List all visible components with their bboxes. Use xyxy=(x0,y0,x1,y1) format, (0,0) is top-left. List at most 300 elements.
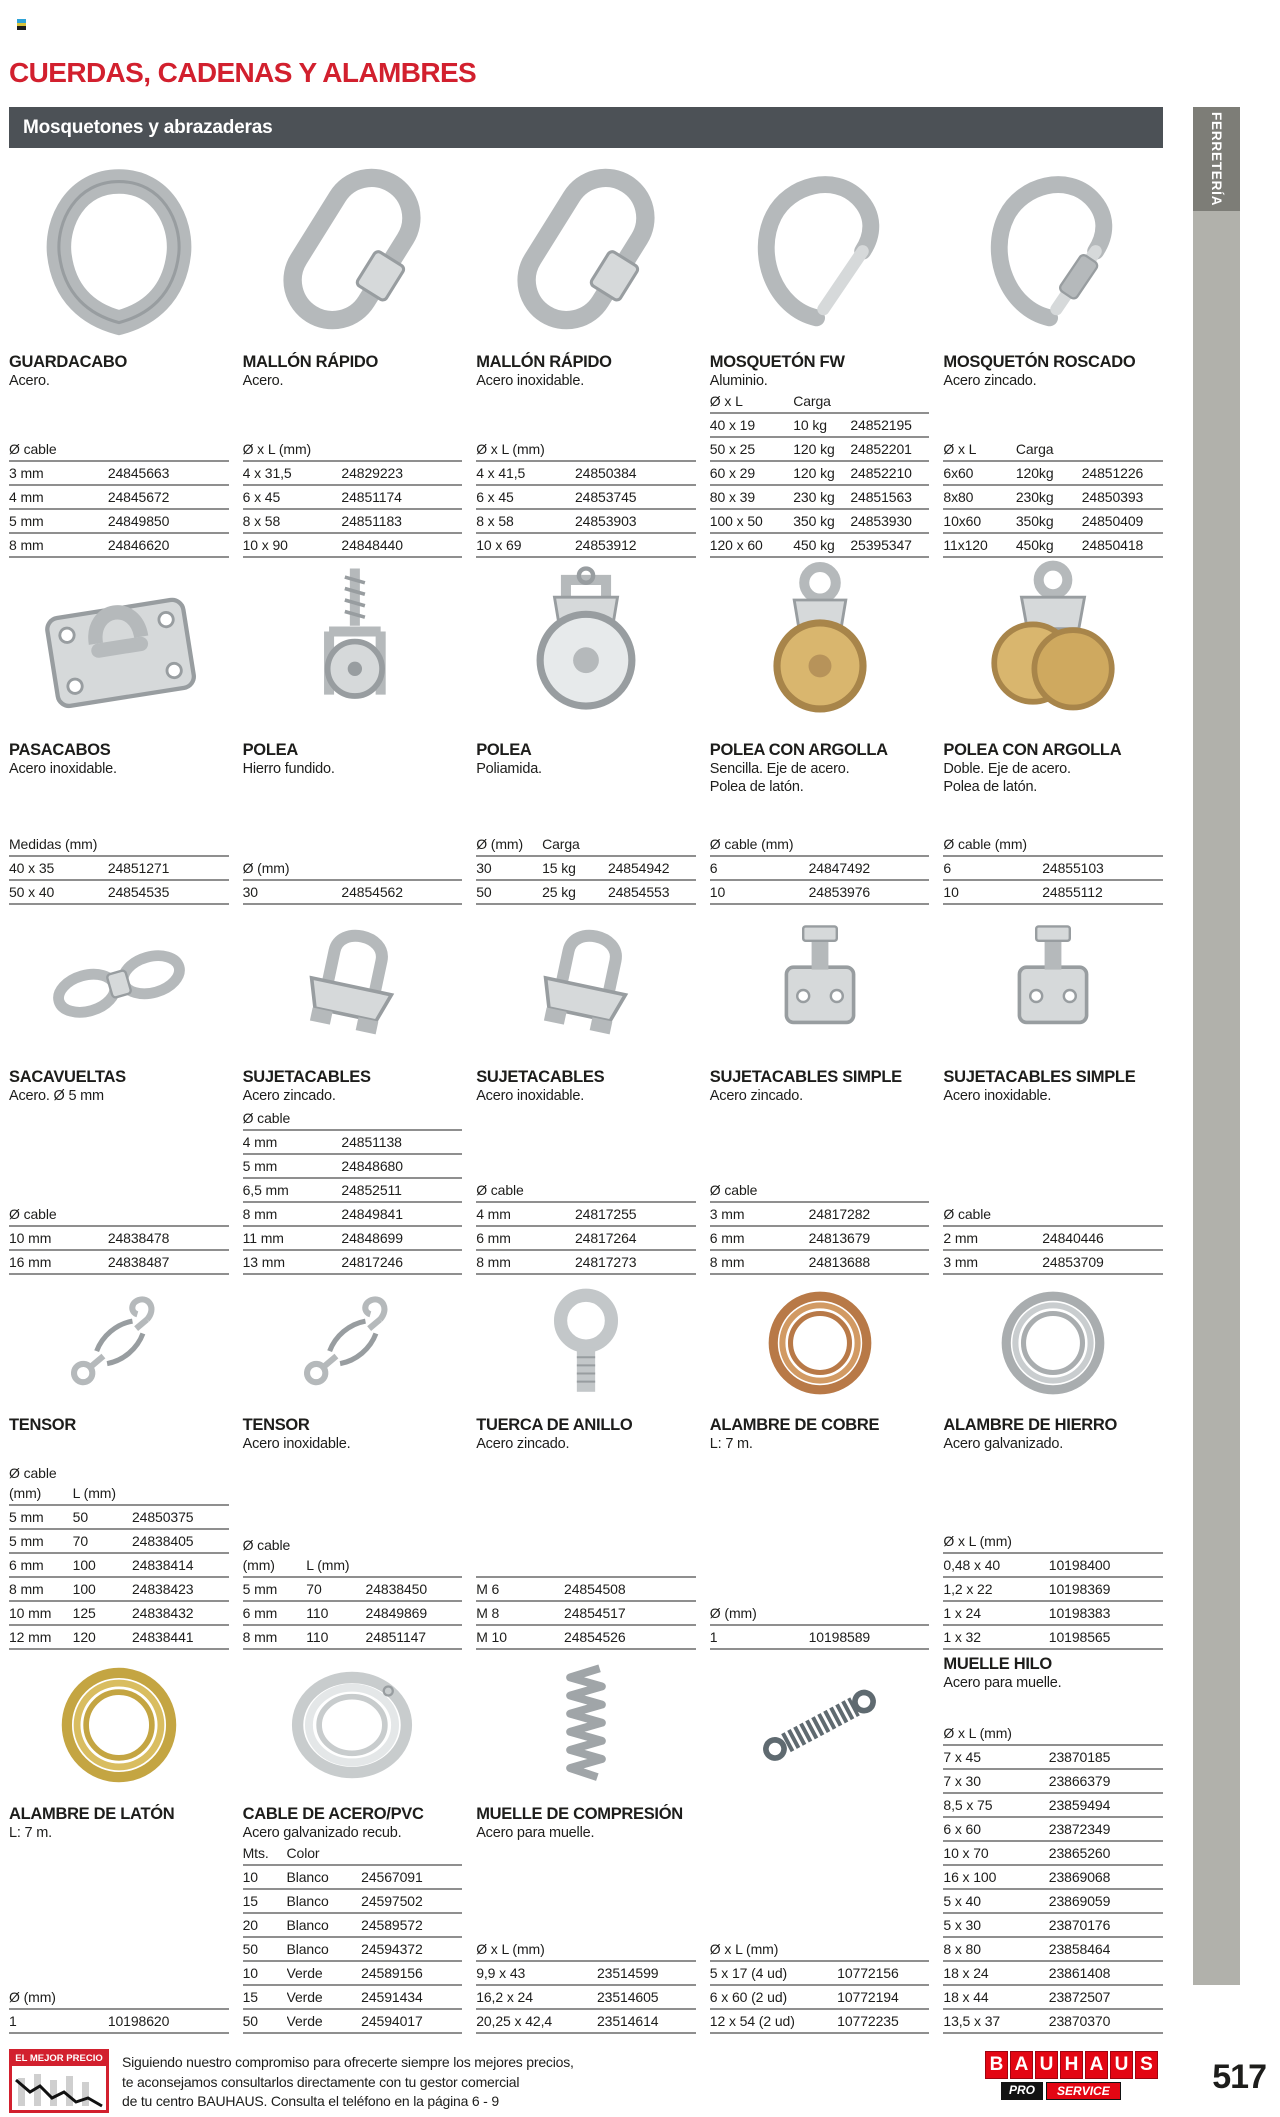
table-header-row xyxy=(9,833,229,857)
article-code: 10198589 xyxy=(808,1629,871,1645)
article-code: 23859494 xyxy=(1048,1797,1111,1813)
product-subtitle: Acero. Ø 5 mm xyxy=(9,1088,104,1104)
product-subtitle: Acero inoxidable. xyxy=(242,1436,351,1452)
table-header-cell: Medidas (mm) xyxy=(9,836,98,852)
article-code: 24567091 xyxy=(361,1869,423,1885)
article-code: 24838441 xyxy=(131,1629,194,1645)
table-row xyxy=(943,2010,1163,2034)
size-value: 5 x 40 xyxy=(943,1893,981,1909)
table-header-cell: Ø cable xyxy=(476,1182,524,1198)
table-row xyxy=(943,510,1163,534)
article-code: 24817273 xyxy=(575,1254,637,1270)
table-row xyxy=(943,1938,1163,1962)
product-card xyxy=(9,1275,229,1650)
size-value: 4 x 31,5 xyxy=(242,465,292,481)
size-value: 16 x 100 xyxy=(943,1869,997,1885)
table-header-cell: Ø x L xyxy=(943,441,977,457)
article-code: 23514599 xyxy=(596,1965,659,1981)
table-row xyxy=(476,1227,696,1251)
table-header-cell: (mm) xyxy=(242,1557,275,1573)
article-code: 24838450 xyxy=(365,1581,428,1597)
size-value: 120 kg xyxy=(793,441,835,457)
size-value: Blanco xyxy=(286,1941,329,1957)
size-value: 8 mm xyxy=(476,1254,511,1270)
product-table xyxy=(476,833,696,905)
article-code: 10198400 xyxy=(1048,1557,1111,1573)
size-value: 4 mm xyxy=(476,1206,511,1222)
size-value: 10 x 69 xyxy=(476,537,522,553)
product-name: POLEA CON ARGOLLA xyxy=(943,741,1122,759)
product-name: CABLE DE ACERO/PVC xyxy=(242,1805,424,1823)
product-row xyxy=(9,150,1163,553)
size-value: 5 mm xyxy=(9,1509,44,1525)
table-row xyxy=(243,1602,463,1626)
size-value: 5 mm xyxy=(242,1581,278,1597)
article-code: 24849850 xyxy=(107,513,170,529)
product-card xyxy=(943,150,1163,558)
size-value: 80 x 39 xyxy=(709,489,756,505)
table-row xyxy=(9,1227,229,1251)
product-name: TENSOR xyxy=(9,1416,76,1434)
product-subtitle: Hierro fundido. xyxy=(242,761,335,777)
article-code: 10198369 xyxy=(1048,1581,1111,1597)
product-card xyxy=(243,1650,463,2034)
product-card xyxy=(476,1650,696,2034)
product-name: TUERCA DE ANILLO xyxy=(476,1416,633,1434)
table-header-cell: Ø x L xyxy=(709,393,743,409)
table-header-cell: Color xyxy=(286,1845,320,1861)
size-value: 4 mm xyxy=(9,489,44,505)
article-code: 24849869 xyxy=(365,1605,428,1621)
table-header-cell: Ø cable xyxy=(9,441,57,457)
product-name: ALAMBRE DE LATÓN xyxy=(9,1805,175,1823)
size-value: 7 x 45 xyxy=(943,1749,981,1765)
table-row xyxy=(243,1914,463,1938)
table-row xyxy=(943,1770,1163,1794)
article-code: 24851226 xyxy=(1081,465,1144,481)
size-value: 125 xyxy=(72,1605,96,1621)
table-header-cell: Ø cable xyxy=(943,1206,991,1222)
article-code: 10772156 xyxy=(837,1965,899,1981)
table-row xyxy=(9,462,229,486)
table-header-cell: Ø x L (mm) xyxy=(709,1941,779,1957)
product-table xyxy=(943,438,1163,558)
article-code: 24850375 xyxy=(131,1509,194,1525)
article-code: 25395347 xyxy=(850,537,912,553)
article-code: 24817255 xyxy=(575,1206,637,1222)
table-row xyxy=(476,510,696,534)
brand-letter: A xyxy=(1085,2051,1108,2079)
table-header-row xyxy=(710,1938,930,1962)
product-card xyxy=(9,905,229,1275)
product-table xyxy=(476,1576,696,1650)
article-code: 24847492 xyxy=(808,860,871,876)
article-code: 24851147 xyxy=(365,1629,426,1645)
product-table xyxy=(710,1179,930,1275)
product-subtitle: Acero inoxidable. xyxy=(9,761,117,777)
product-photo-pulley-double xyxy=(943,550,1163,736)
table-row xyxy=(476,2010,696,2034)
article-code: 10772235 xyxy=(837,2013,899,2029)
article-code: 23869059 xyxy=(1048,1893,1111,1909)
product-photo-simple-clip xyxy=(943,905,1163,1063)
product-card xyxy=(476,1275,696,1650)
table-row xyxy=(943,1818,1163,1842)
product-table xyxy=(710,390,930,558)
article-code: 24838487 xyxy=(107,1254,170,1270)
article-code: 24851138 xyxy=(341,1134,402,1150)
size-value: 5 x 17 (4 ud) xyxy=(709,1965,788,1981)
table-row xyxy=(710,1251,930,1275)
table-header-row xyxy=(9,1482,229,1506)
article-code: 24594017 xyxy=(361,2013,423,2029)
table-row xyxy=(710,438,930,462)
article-code: 24849841 xyxy=(341,1206,403,1222)
table-header-cell: Ø cable (mm) xyxy=(709,836,794,852)
product-card xyxy=(9,550,229,905)
size-value: 1 xyxy=(9,2013,17,2029)
product-card xyxy=(243,550,463,905)
article-code: 23861408 xyxy=(1048,1965,1111,1981)
article-code: 24829223 xyxy=(341,465,403,481)
product-name: SUJETACABLES SIMPLE xyxy=(709,1068,902,1086)
table-header-row xyxy=(243,438,463,462)
table-row xyxy=(243,881,463,905)
article-code: 24589156 xyxy=(361,1965,423,1981)
table-row xyxy=(243,1962,463,1986)
product-name: POLEA xyxy=(476,741,532,759)
product-photo-turnbuckle xyxy=(9,1275,229,1411)
article-code: 24838432 xyxy=(131,1605,194,1621)
size-value: 100 xyxy=(72,1581,96,1597)
product-photo-thimble xyxy=(9,150,229,348)
table-header-cell: Ø cable xyxy=(9,1206,57,1222)
size-value: 15 xyxy=(242,1893,258,1909)
size-value: 6 x 60 (2 ud) xyxy=(709,1989,788,2005)
table-row xyxy=(9,510,229,534)
footer-note-line: de tu centro BAUHAUS. Consulta el teléfono en la página 6 - 9 xyxy=(122,2093,499,2109)
size-value: 8 x 58 xyxy=(476,513,514,529)
product-subtitle: Acero zincado. xyxy=(943,373,1037,389)
size-value: 40 x 19 xyxy=(709,417,756,433)
table-row xyxy=(710,510,930,534)
size-value: 10 mm xyxy=(9,1605,52,1621)
size-value: 350 kg xyxy=(793,513,835,529)
product-subtitle: Sencilla. Eje de acero. xyxy=(709,761,850,777)
size-value: 6 x 60 xyxy=(943,1821,981,1837)
table-header-cell: Ø (mm) xyxy=(476,836,524,852)
product-name: MOSQUETÓN ROSCADO xyxy=(943,353,1136,371)
size-value: 15 xyxy=(242,1989,258,2005)
product-row xyxy=(9,1275,1163,1650)
size-value: 9,9 x 43 xyxy=(476,1965,526,1981)
table-row xyxy=(243,1938,463,1962)
product-table xyxy=(243,438,463,558)
table-row xyxy=(943,857,1163,881)
service-label: SERVICE xyxy=(1046,2082,1121,2100)
product-card xyxy=(243,150,463,558)
size-value: 20,25 x 42,4 xyxy=(476,2013,553,2029)
table-header-row xyxy=(476,833,696,857)
article-code: 24846620 xyxy=(107,537,170,553)
size-value: 5 mm xyxy=(9,513,44,529)
product-name: ALAMBRE DE HIERRO xyxy=(943,1416,1118,1434)
section-banner-label: Mosquetones y abrazaderas xyxy=(23,116,273,138)
product-card xyxy=(943,1275,1163,1650)
size-value: 110 xyxy=(306,1605,329,1621)
article-code: 24850418 xyxy=(1081,537,1144,553)
article-code: 24851174 xyxy=(341,489,402,505)
table-row xyxy=(476,881,696,905)
size-value: 6 mm xyxy=(9,1557,44,1573)
best-price-badge-title: EL MEJOR PRECIO xyxy=(12,2052,106,2066)
size-value: 10 x 90 xyxy=(242,537,288,553)
size-value: 8 mm xyxy=(242,1206,278,1222)
size-value: 18 x 44 xyxy=(943,1989,989,2005)
size-value: 50 xyxy=(476,884,492,900)
article-code: 24838414 xyxy=(131,1557,194,1573)
table-row xyxy=(476,1203,696,1227)
size-value: 3 mm xyxy=(709,1206,745,1222)
table-header-row xyxy=(243,1842,463,1866)
product-photo-simple-clip xyxy=(710,905,930,1063)
table-row xyxy=(243,486,463,510)
size-value: M 6 xyxy=(476,1581,500,1597)
table-header-row xyxy=(9,1986,229,2010)
product-card xyxy=(476,550,696,905)
table-row xyxy=(943,1794,1163,1818)
product-subtitle: Poliamida. xyxy=(476,761,542,777)
product-photo-screw-pulley xyxy=(243,550,463,736)
size-value: 450kg xyxy=(1015,537,1054,553)
size-value: 50 xyxy=(242,1941,258,1957)
size-value: 10 xyxy=(242,1869,258,1885)
size-value: 4 x 41,5 xyxy=(476,465,526,481)
product-card xyxy=(710,1650,930,2034)
table-header-row xyxy=(476,1179,696,1203)
product-photo-quicklink xyxy=(476,150,696,348)
table-row xyxy=(476,1602,696,1626)
size-value: 8 x 58 xyxy=(242,513,281,529)
article-code: 24853976 xyxy=(808,884,871,900)
article-code: 24854526 xyxy=(564,1629,626,1645)
size-value: 120 x 60 xyxy=(709,537,763,553)
size-value: 10 mm xyxy=(9,1230,52,1246)
article-code: 23872349 xyxy=(1048,1821,1111,1837)
product-card xyxy=(943,550,1163,905)
product-table xyxy=(9,833,229,905)
article-code: 24853912 xyxy=(575,537,637,553)
product-subtitle: Doble. Eje de acero. xyxy=(943,761,1071,777)
table-row xyxy=(943,1251,1163,1275)
product-card xyxy=(710,150,930,558)
price-trend-chart-icon xyxy=(12,2066,106,2108)
size-value: 40 x 35 xyxy=(9,860,55,876)
product-table xyxy=(943,1530,1163,1650)
product-subtitle: Acero galvanizado. xyxy=(943,1436,1064,1452)
size-value: 50 x 40 xyxy=(9,884,55,900)
table-row xyxy=(710,857,930,881)
table-header-row xyxy=(710,1602,930,1626)
article-code: 24855112 xyxy=(1042,884,1103,900)
size-value: Blanco xyxy=(286,1869,329,1885)
size-value: 8 mm xyxy=(9,537,44,553)
article-code: 23858464 xyxy=(1048,1941,1111,1957)
article-code: 24597502 xyxy=(361,1893,423,1909)
product-photo-carabiner-screw xyxy=(943,150,1163,348)
table-row xyxy=(943,1914,1163,1938)
size-value: 8,5 x 75 xyxy=(943,1797,993,1813)
product-card xyxy=(476,150,696,558)
product-card xyxy=(710,905,930,1275)
table-header-row xyxy=(476,1938,696,1962)
article-code: 24854553 xyxy=(607,884,670,900)
article-code: 24850384 xyxy=(575,465,637,481)
article-code: 24851563 xyxy=(850,489,912,505)
side-tab-label: FERRETERÍA xyxy=(1209,111,1224,207)
table-header-cell: Carga xyxy=(542,836,580,852)
article-code: 23514614 xyxy=(596,2013,659,2029)
table-row xyxy=(943,1227,1163,1251)
size-value: 13 mm xyxy=(242,1254,285,1270)
product-subtitle: Aluminio. xyxy=(709,373,768,389)
table-header-cell: L (mm) xyxy=(306,1557,350,1573)
product-photo-wire-rope-clip xyxy=(476,905,696,1063)
footer-note-line: te aconsejamos consultarlos directamente con tu gestor comercial xyxy=(122,2073,520,2090)
product-name: SUJETACABLES xyxy=(242,1068,371,1086)
table-row xyxy=(943,1866,1163,1890)
article-code: 23870176 xyxy=(1048,1917,1111,1933)
product-name: POLEA CON ARGOLLA xyxy=(709,741,888,759)
table-row xyxy=(243,1578,463,1602)
table-header-cell: (mm) xyxy=(9,1485,42,1501)
product-name: MALLÓN RÁPIDO xyxy=(476,353,612,371)
product-row xyxy=(9,905,1163,1275)
table-row xyxy=(243,1203,463,1227)
size-value: 5 mm xyxy=(9,1533,44,1549)
article-code: 10198620 xyxy=(107,2013,170,2029)
product-card xyxy=(9,1650,229,2034)
article-code: 24838478 xyxy=(107,1230,170,1246)
table-row xyxy=(710,1962,930,1986)
table-row xyxy=(9,1602,229,1626)
table-row xyxy=(710,486,930,510)
size-value: M 8 xyxy=(476,1605,500,1621)
product-photo-eye-nut xyxy=(476,1275,696,1411)
table-row xyxy=(9,1530,229,1554)
size-value: 50 x 25 xyxy=(709,441,756,457)
product-card xyxy=(710,550,930,905)
size-value: 50 xyxy=(72,1509,89,1525)
product-name: TENSOR xyxy=(242,1416,310,1434)
size-value: 8x80 xyxy=(943,489,974,505)
product-card xyxy=(243,1275,463,1650)
size-value: 30 xyxy=(242,884,258,900)
product-table xyxy=(943,833,1163,905)
size-value: 6 mm xyxy=(476,1230,511,1246)
size-value: 13,5 x 37 xyxy=(943,2013,1001,2029)
product-photo-quicklink xyxy=(243,150,463,348)
product-name: POLEA xyxy=(242,741,298,759)
article-code: 10198383 xyxy=(1048,1605,1111,1621)
article-code: 24852201 xyxy=(850,441,912,457)
article-code: 24851271 xyxy=(107,860,170,876)
table-row xyxy=(9,1626,229,1650)
table-row xyxy=(243,1131,463,1155)
table-header-row xyxy=(710,833,930,857)
size-value: 11x120 xyxy=(943,537,988,553)
product-photo-pulley-ring xyxy=(710,550,930,736)
article-code: 24848699 xyxy=(341,1230,403,1246)
product-table xyxy=(9,438,229,558)
table-row xyxy=(943,1602,1163,1626)
size-value: Blanco xyxy=(286,1893,329,1909)
product-subtitle: Acero inoxidable. xyxy=(943,1088,1052,1104)
size-value: 110 xyxy=(306,1629,329,1645)
table-header-row xyxy=(243,857,463,881)
table-header-cell: Carga xyxy=(1015,441,1054,457)
size-value: 6 x 45 xyxy=(476,489,514,505)
product-name: SUJETACABLES SIMPLE xyxy=(943,1068,1136,1086)
product-subtitle: L: 7 m. xyxy=(709,1436,753,1452)
table-row xyxy=(243,1179,463,1203)
table-header-cell: Ø (mm) xyxy=(9,1989,56,2005)
article-code: 24854517 xyxy=(564,1605,626,1621)
size-value: 1 x 24 xyxy=(943,1605,981,1621)
size-value: 120kg xyxy=(1015,465,1054,481)
product-photo-coil-copper xyxy=(710,1275,930,1411)
pro-service-logo xyxy=(1001,2082,1158,2100)
table-row xyxy=(476,857,696,881)
table-row xyxy=(943,486,1163,510)
table-row xyxy=(9,857,229,881)
table-row xyxy=(9,1251,229,1275)
size-value: 450 kg xyxy=(793,537,835,553)
product-subtitle: Acero para muelle. xyxy=(943,1675,1062,1691)
article-code: 24854942 xyxy=(607,860,670,876)
size-value: 18 x 24 xyxy=(943,1965,989,1981)
article-code: 24854508 xyxy=(564,1581,626,1597)
size-value: 25 kg xyxy=(542,884,576,900)
table-header-cell: Ø x L (mm) xyxy=(476,441,545,457)
product-table xyxy=(9,1986,229,2034)
table-row xyxy=(243,1155,463,1179)
article-code: 24853930 xyxy=(850,513,912,529)
table-row xyxy=(943,1842,1163,1866)
table-header-cell: Ø cable (mm) xyxy=(943,836,1027,852)
table-header-cell: Carga xyxy=(793,393,831,409)
product-card xyxy=(476,905,696,1275)
product-card xyxy=(243,905,463,1275)
bauhaus-logo xyxy=(985,2051,1158,2100)
product-name: MUELLE HILO xyxy=(943,1655,1052,1673)
product-photo-compression-spring xyxy=(476,1650,696,1800)
product-photo-coil-pvc xyxy=(243,1650,463,1800)
product-table xyxy=(943,1203,1163,1275)
size-value: 16,2 x 24 xyxy=(476,1989,533,2005)
article-code: 24813679 xyxy=(808,1230,871,1246)
product-name: MALLÓN RÁPIDO xyxy=(242,353,379,371)
table-row xyxy=(943,1626,1163,1650)
size-value: Blanco xyxy=(286,1917,329,1933)
side-tab-ferreteria xyxy=(1193,107,1240,211)
table-header-row xyxy=(943,1530,1163,1554)
size-value: 5 x 30 xyxy=(943,1917,981,1933)
article-code: 24850409 xyxy=(1081,513,1144,529)
table-header-top: Ø cable xyxy=(9,1465,57,1481)
table-row xyxy=(710,1227,930,1251)
product-table xyxy=(476,1179,696,1275)
